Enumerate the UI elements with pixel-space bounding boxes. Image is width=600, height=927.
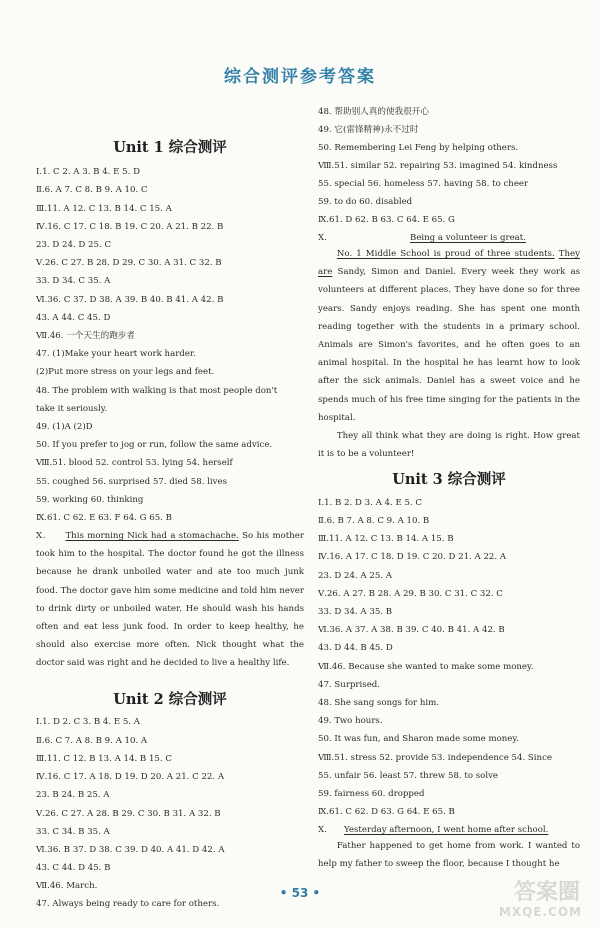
answer-line: Ⅵ.36. B 37. D 38. C 39. D 40. A 41. D 42. A — [36, 845, 225, 855]
watermark-url: MXQE.COM — [498, 905, 582, 919]
answer-line: 23. D 24. D 25. C — [36, 240, 112, 250]
writing-body: Sandy, Simon and Daniel. Every week they work as volunteers at different places. They have done so for three years. Sandy enjoys reading. She has spent one month reading together with the students in a primary school. Animals are Simon's favorites, and he often goes to an animal hospital. In the hospital he has learnt how to look after the sick animals. Daniel has a sweet voice and he spends much of his free time singing for the patients in the hospital. — [318, 267, 580, 423]
answer-line: Ⅷ.51. similar 52. repairing 53. imagined 54. kindness — [318, 161, 558, 171]
unit1-heading: Unit 1 综合测评 — [113, 139, 227, 156]
answer-line: 55. special 56. homeless 57. having 58. to cheer — [318, 179, 529, 189]
answer-line: 48. She sang songs for him. — [318, 698, 440, 708]
answer-line: Ⅳ.16. C 17. C 18. B 19. C 20. A 21. B 22. B — [36, 222, 224, 232]
answer-line: 50. If you prefer to jog or run, follow the same advice. — [36, 440, 273, 450]
answer-line: Ⅵ.36. C 37. D 38. A 39. B 40. B 41. A 42. B — [36, 295, 224, 305]
answer-line: 33. D 34. C 35. A — [36, 276, 111, 286]
answer-line: 43. D 44. B 45. D — [318, 643, 393, 653]
answer-line: Ⅲ.11. C 12. B 13. A 14. B 15. C — [36, 754, 172, 764]
answer-line: 59. working 60. thinking — [36, 495, 144, 505]
answer-line: 33. C 34. B 35. A — [36, 827, 110, 837]
writing-second-start: They are — [318, 249, 580, 278]
answer-line: 59. to do 60. disabled — [318, 197, 413, 207]
answer-line: 49. (1)A (2)D — [36, 422, 93, 432]
answer-line: Ⅶ.46. March. — [36, 881, 98, 891]
unit1-writing — [36, 527, 304, 673]
answer-line: Ⅴ.26. C 27. B 28. D 29. C 30. A 31. C 32. B — [36, 258, 222, 268]
answer-line: Ⅷ.51. blood 52. control 53. lying 54. herself — [36, 458, 233, 468]
answer-line: 43. A 44. C 45. D — [36, 313, 111, 323]
answer-line: Ⅸ.61. C 62. D 63. G 64. E 65. B — [318, 807, 455, 817]
unit2-writing — [318, 245, 580, 463]
page-number: • 53 • — [279, 886, 321, 900]
writing-ending: They all think what they are doing is right. How great it is to be a volunteer! — [318, 431, 580, 460]
answer-line: take it seriously. — [36, 404, 108, 414]
writing-body: So his mother took him to the hospital. The doctor found he got the illness because he drank unboiled water and ate too much junk food. The doctor gave him some medicine and told him never to drink dirty or unboiled water. He should wash his hands often and eat less junk food. In order to keep healthy, he should also exercise more often. Nick thought what the doctor said was right and he decided to live a healthy life. — [36, 531, 304, 669]
answer-line: Ⅳ.16. C 17. A 18. D 19. D 20. A 21. C 22. A — [36, 772, 225, 782]
answer-line: Ⅷ.51. stress 52. provide 53. independence 54. Since — [318, 753, 552, 763]
answer-line: Ⅶ.46. 一个天生的跑步者 — [36, 331, 135, 341]
writing-label: Ⅹ. — [36, 531, 46, 541]
answer-line: Ⅱ.6. A 7. C 8. B 9. A 10. C — [36, 185, 148, 195]
writing-body: Father happened to get home from work. I wanted to help my father to sweep the floor, because I thought he — [318, 841, 580, 870]
answer-line: Ⅱ.6. B 7. A 8. C 9. A 10. B — [318, 516, 430, 526]
answer-line: 49. Two hours. — [318, 716, 383, 726]
answer-line: 23. D 24. A 25. A — [318, 571, 392, 581]
answer-line: 50. It was fun, and Sharon made some money. — [318, 734, 519, 744]
answer-line: 55. coughed 56. surprised 57. died 58. lives — [36, 477, 228, 487]
answer-line: (2)Put more stress on your legs and feet. — [36, 367, 215, 377]
answer-line: 49. 它(雷锋精神)永不过时 — [318, 125, 419, 135]
answer-line: Ⅶ.46. Because she wanted to make some money. — [318, 662, 534, 672]
answer-line: Ⅰ.1. B 2. D 3. A 4. E 5. C — [318, 498, 422, 508]
answer-line: 50. Remembering Lei Feng by helping others. — [318, 143, 519, 153]
answer-line: 48. 帮助别人真的使我很开心 — [318, 107, 429, 117]
answer-line: Ⅴ.26. A 27. B 28. A 29. B 30. C 31. C 32. C — [318, 589, 503, 599]
answer-line: 43. C 44. D 45. B — [36, 863, 111, 873]
writing-first-sentence: No. 1 Middle School is proud of three students. — [336, 249, 555, 259]
answer-line: Ⅰ.1. D 2. C 3. B 4. E 5. A — [36, 717, 140, 727]
answer-line: 55. unfair 56. least 57. threw 58. to solve — [318, 771, 499, 781]
answer-line: 47. Always being ready to care for others. — [36, 899, 220, 909]
answer-line: 33. D 34. A 35. B — [318, 607, 393, 617]
answer-line: Ⅰ.1. C 2. A 3. B 4. E 5. D — [36, 167, 140, 177]
answer-line: Ⅱ.6. C 7. A 8. B 9. A 10. A — [36, 736, 148, 746]
answer-line: Ⅴ.26. C 27. A 28. B 29. C 30. B 31. A 32. B — [36, 809, 221, 819]
unit2-heading: Unit 2 综合测评 — [113, 691, 227, 708]
answer-line: 23. B 24. B 25. A — [36, 790, 110, 800]
answer-line: Ⅲ.11. A 12. C 13. B 14. A 15. B — [318, 534, 454, 544]
watermark-logo — [468, 875, 586, 919]
answer-line: 47. (1)Make your heart work harder. — [36, 349, 196, 359]
answer-line: Ⅸ.61. D 62. B 63. C 64. E 65. G — [318, 215, 455, 225]
writing-label: Ⅹ. — [318, 233, 327, 243]
writing-first-sentence: This morning Nick had a stomachache. — [65, 531, 239, 541]
unit3-writing — [318, 837, 580, 873]
answer-line: Ⅵ.36. A 37. A 38. B 39. C 40. B 41. A 42. B — [318, 625, 505, 635]
answer-line: Ⅳ.16. A 17. C 18. D 19. C 20. D 21. A 22. A — [318, 552, 507, 562]
page-title: 综合测评参考答案 — [224, 67, 376, 87]
writing-first-sentence: Yesterday afternoon, I went home after school. — [344, 825, 549, 835]
unit3-heading: Unit 3 综合测评 — [392, 471, 506, 488]
watermark-text: 答案圈 — [513, 880, 580, 905]
answer-line: 59. fairness 60. dropped — [318, 789, 425, 799]
writing-title: Being a volunteer is great. — [410, 233, 526, 243]
answer-line: 48. The problem with walking is that most people don't — [36, 386, 278, 396]
answer-line: 47. Surprised. — [318, 680, 381, 690]
answer-line: Ⅲ.11. A 12. C 13. B 14. C 15. A — [36, 204, 172, 214]
writing-label: Ⅹ. — [318, 825, 327, 835]
answer-line: Ⅸ.61. C 62. E 63. F 64. G 65. B — [36, 513, 172, 523]
